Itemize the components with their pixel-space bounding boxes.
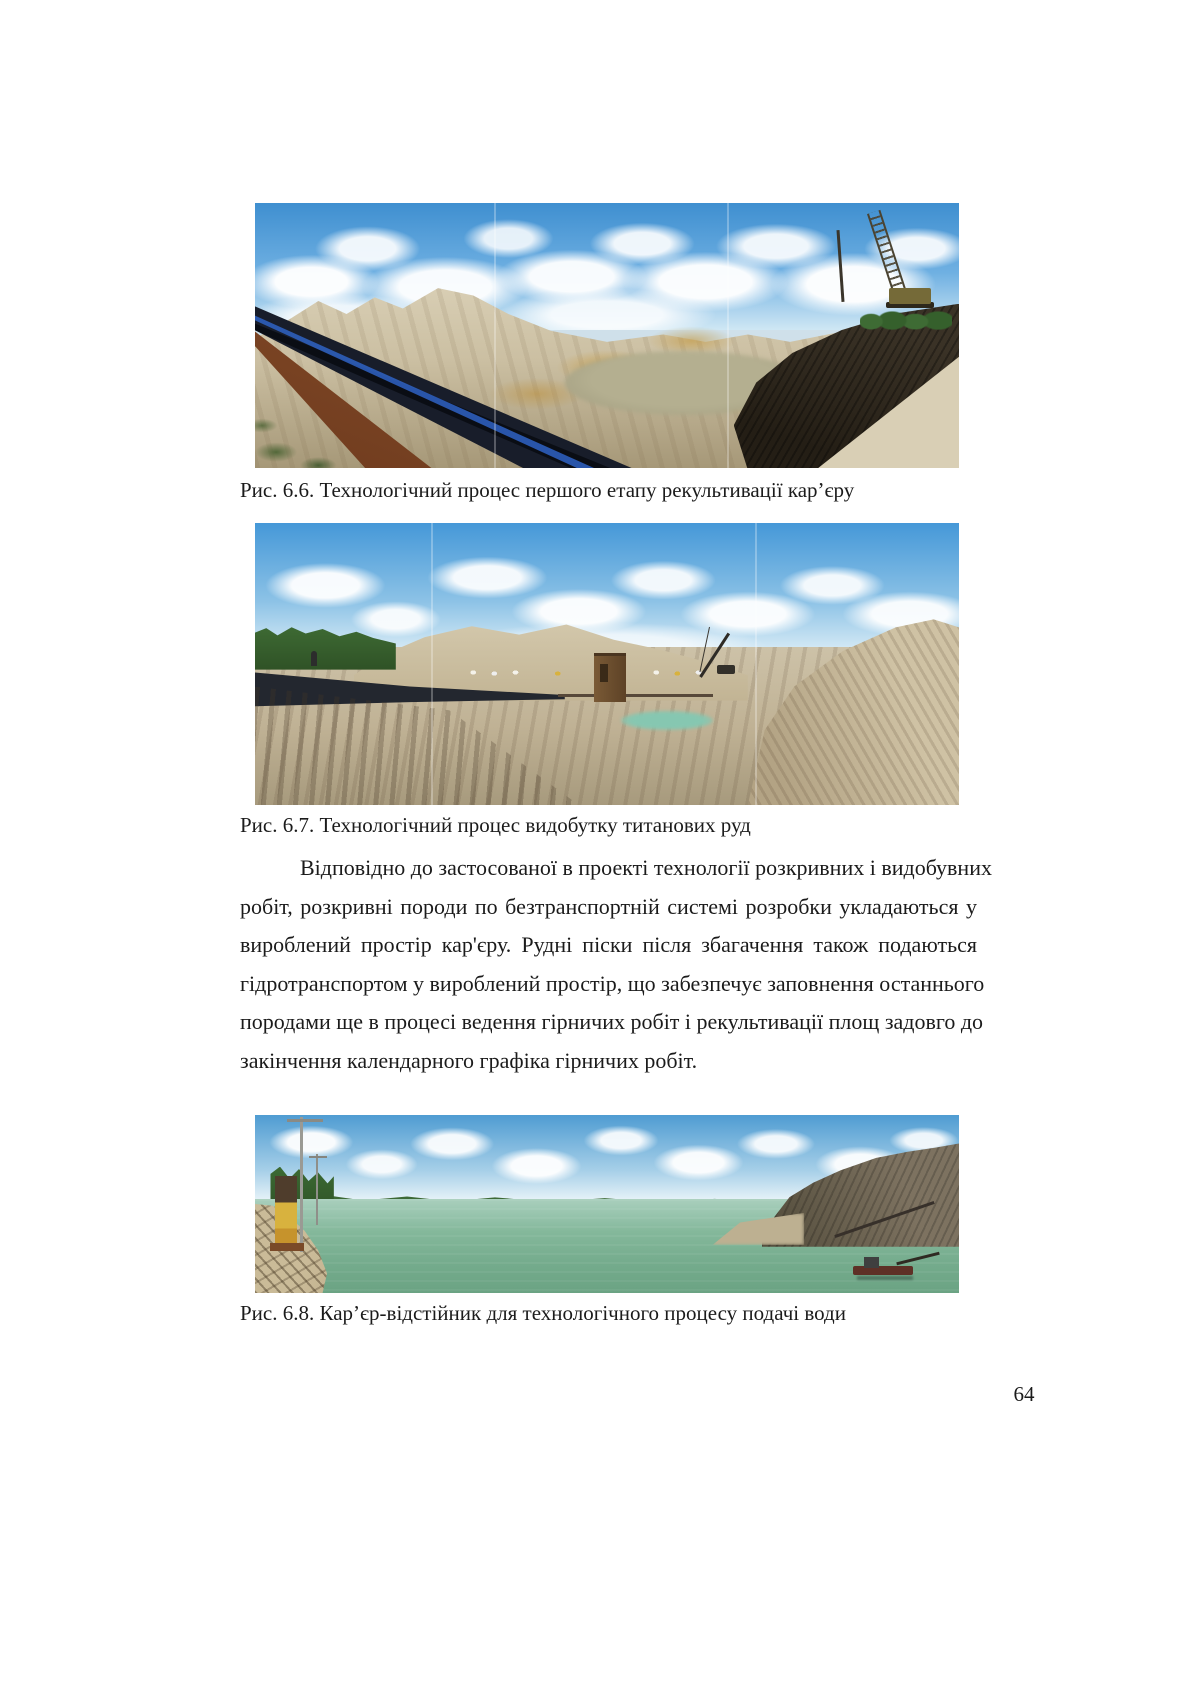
pole-crossarm xyxy=(287,1119,323,1122)
paragraph-line: робіт, розкривні породи по безтранспортній системі розробки укладаються у xyxy=(240,893,977,919)
grass-tufts xyxy=(255,203,959,468)
panorama-seam xyxy=(727,203,729,468)
panorama-seam xyxy=(755,523,757,805)
figure-6-7-photo xyxy=(255,523,959,805)
page-number: 64 xyxy=(1013,1382,1035,1406)
body-paragraph xyxy=(240,849,992,1081)
second-pole-crossarm xyxy=(309,1156,327,1158)
second-pole xyxy=(316,1154,318,1225)
pipeline-trestle xyxy=(558,694,713,697)
paragraph-line: породами ще в процесі ведення гірничих робіт і рекультивації площ задовго до xyxy=(240,1009,984,1035)
utility-pole xyxy=(300,1117,303,1252)
small-turquoise-pond xyxy=(621,711,713,731)
figure-6-8-caption: Рис. 6.8. Кар’єр-відстійник для технологічного процесу подачі води xyxy=(240,1301,846,1325)
dredge-cabin xyxy=(864,1257,879,1268)
paragraph-line: закінчення календарного графіка гірничих робіт. xyxy=(240,1047,698,1073)
panorama-seam xyxy=(494,203,496,468)
worker-figure xyxy=(311,651,317,666)
pump-tower xyxy=(594,653,626,702)
figure-6-6-photo xyxy=(255,203,959,468)
figure-6-8-photo xyxy=(255,1115,959,1293)
paragraph-line: гідротранспортом у вироблений простір, що забезпечує заповнення останнього xyxy=(240,970,985,996)
paragraph-line: Відповідно до застосованої в проекті технології розкривних і видобувних xyxy=(300,855,992,880)
cabinet-base xyxy=(270,1243,304,1251)
dragline-body xyxy=(717,665,735,674)
panorama-seam xyxy=(431,523,433,805)
figure-6-6-caption: Рис. 6.6. Технологічний процес першого етапу рекультивації кар’єру xyxy=(240,478,855,502)
dredge-barge-hull xyxy=(853,1266,913,1275)
figure-6-7-caption: Рис. 6.7. Технологічний процес видобутку титанових руд xyxy=(240,813,751,837)
paragraph-line: вироблений простір кар'єру. Рудні піски після збагачення також подаються xyxy=(240,932,977,958)
dredge-reflection xyxy=(857,1276,913,1280)
yellow-equipment-cabinet xyxy=(275,1176,297,1246)
